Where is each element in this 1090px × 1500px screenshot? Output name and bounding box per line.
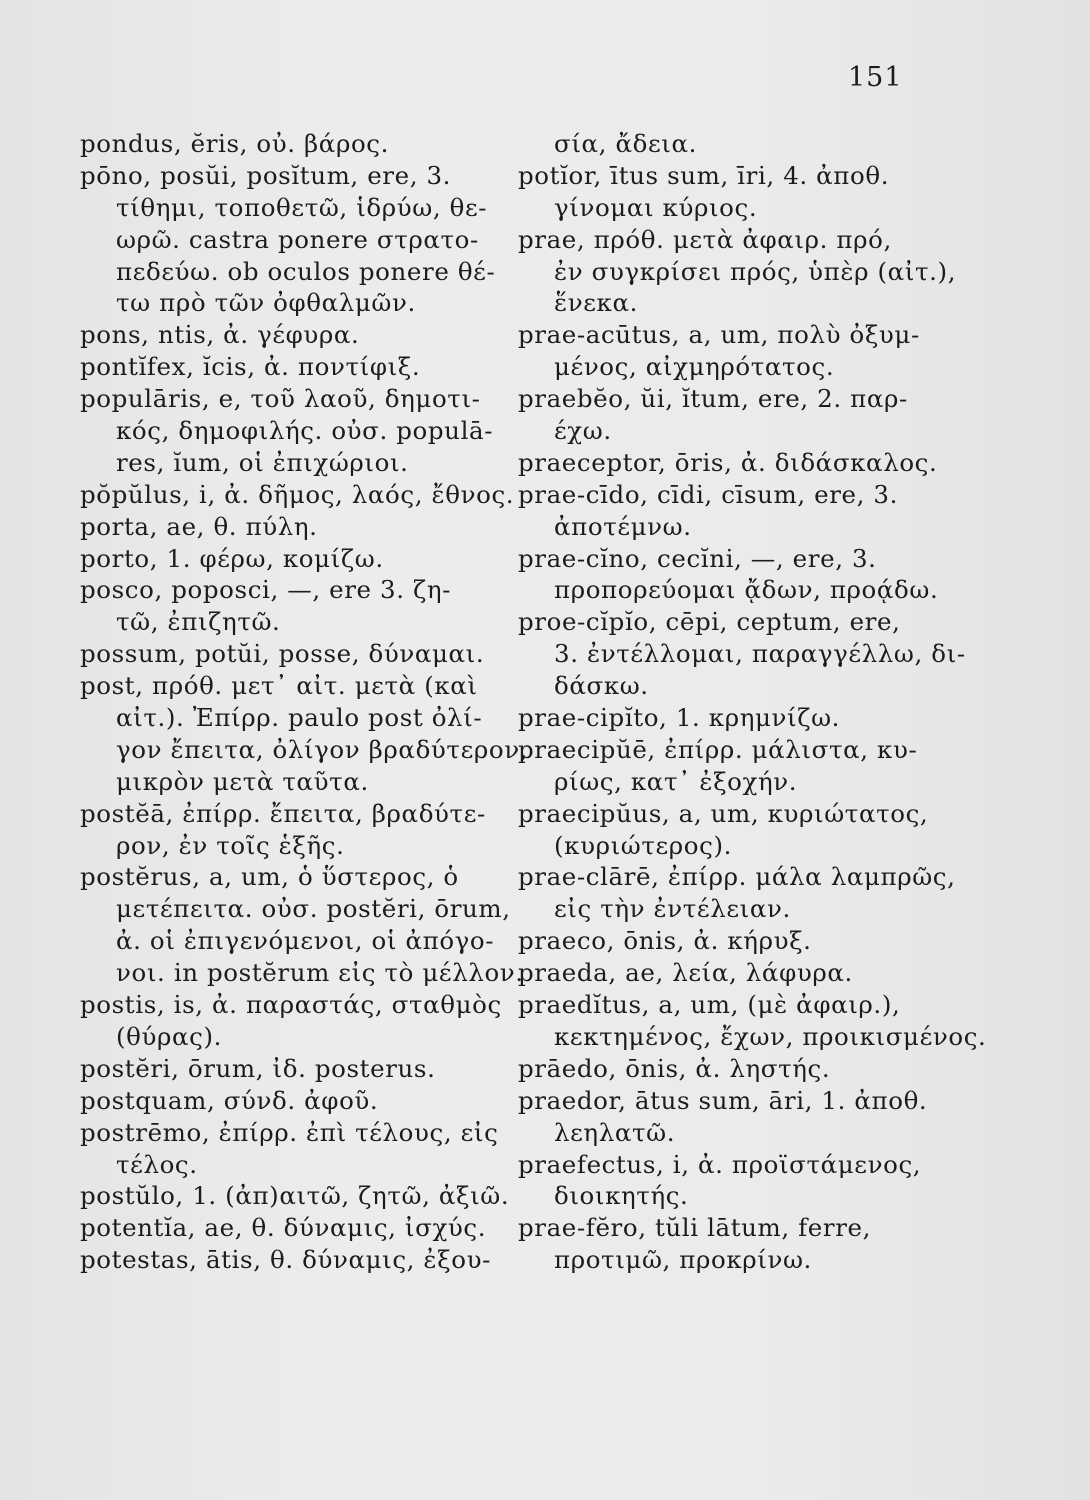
entry-continuation-line: έχω. <box>554 416 612 446</box>
entry-continuation-line: ἐν συγκρίσει πρός, ὑπὲρ (αἰτ.), <box>554 256 957 286</box>
entry-headword-line: porta, ae, θ. πύλη. <box>80 511 318 541</box>
entry-continuation-line: ρίως, κατ᾽ ἐξοχήν. <box>554 766 798 796</box>
entry-headword-line: pontĭfex, ĭcis, ἀ. ποντίφιξ. <box>80 352 421 382</box>
entry-continuation-line: αἰτ.). Ἐπίρρ. paulo post ὀλί- <box>116 703 483 733</box>
entry-continuation-line: (κυριώτερος). <box>554 830 733 860</box>
entry-headword-line: praecipŭus, a, um, κυριώτατος, <box>518 798 929 828</box>
entry-continuation-line: μικρὸν μετὰ ταῦτα. <box>116 766 369 796</box>
entry-headword-line: prae, πρόθ. μετὰ ἀφαιρ. πρό, <box>518 224 892 254</box>
entry-headword-line: porto, 1. φέρω, κομίζω. <box>80 543 384 573</box>
entry-continuation-line: ἀ. οἱ ἐπιγενόμενοι, οἱ ἀπόγο- <box>116 926 495 956</box>
entry-headword-line: prae-cipĭto, 1. κρημνίζω. <box>518 703 841 733</box>
entry-headword-line: pondus, ĕris, οὐ. βάρος. <box>80 129 390 158</box>
entry-headword-line: praeda, ae, λεία, λάφυρα. <box>518 958 853 988</box>
entry-headword-line: prae-fĕro, tŭli lātum, ferre, <box>518 1213 872 1243</box>
entry-continuation-line: λεηλατῶ. <box>554 1117 676 1147</box>
entry-headword-line: praedor, ātus sum, āri, 1. ἀποθ. <box>518 1085 928 1115</box>
entry-continuation-line: ἀποτέμνω. <box>554 511 692 541</box>
entry-continuation-line: ωρῶ. castra ponere στρατο- <box>116 224 479 254</box>
entry-headword-line: praedĭtus, a, um, (μὲ ἀφαιρ.), <box>518 990 901 1020</box>
entry-headword-line: praecipŭē, ἐπίρρ. μάλιστα, κυ- <box>518 734 918 764</box>
entry-headword-line: possum, potŭi, posse, δύναμαι. <box>80 639 485 669</box>
entry-continuation-line: διοικητής. <box>554 1181 689 1211</box>
entry-headword-line: prae-clārē, ἐπίρρ. μάλα λαμπρῶς, <box>518 862 956 892</box>
entry-headword-line: postĕrus, a, um, ὁ ὕστερος, ὁ <box>80 862 459 892</box>
entry-continuation-line: τίθημι, τοποθετῶ, ἱδρύω, θε- <box>116 192 488 222</box>
entry-headword-line: postŭlo, 1. (ἀπ)αιτῶ, ζητῶ, ἀξιῶ. <box>80 1181 510 1211</box>
entry-headword-line: praebĕo, ŭi, ĭtum, ere, 2. παρ- <box>518 384 908 414</box>
entry-headword-line: potentĭa, ae, θ. δύναμις, ἰσχύς. <box>80 1213 487 1243</box>
entry-continuation-line: κεκτημένος, ἔχων, προικισμένος. <box>554 1021 987 1051</box>
entry-headword-line: praeco, ōnis, ἀ. κήρυξ. <box>518 926 812 956</box>
entry-headword-line: pons, ntis, ἀ. γέφυρα. <box>80 320 360 350</box>
entry-continuation-line: (θύρας). <box>116 1021 223 1051</box>
left-column <box>80 128 529 1276</box>
entry-headword-line: praeceptor, ōris, ἀ. διδάσκαλος. <box>518 447 938 477</box>
entry-headword-line: postquam, σύνδ. ἀφοῦ. <box>80 1085 379 1115</box>
entry-headword-line: potestas, ātis, θ. δύναμις, ἐξου- <box>80 1245 491 1275</box>
entry-headword-line: praefectus, i, ἀ. προϊστάμενος, <box>518 1149 922 1179</box>
entry-continuation-line: ἕνεκα. <box>554 288 638 318</box>
right-column <box>518 128 987 1276</box>
entry-headword-line: potĭor, ītus sum, īri, 4. ἀποθ. <box>518 160 890 190</box>
entry-headword-line: prae-cīdo, cīdi, cīsum, ere, 3. <box>518 479 898 509</box>
entry-continuation-line: σία, ἄδεια. <box>554 129 697 158</box>
entry-headword-line: postrēmo, ἐπίρρ. ἐπὶ τέλους, εἰς <box>80 1117 499 1147</box>
entry-headword-line: pŏpŭlus, i, ἀ. δῆμος, λαός, ἔθνος. <box>80 479 515 509</box>
entry-headword-line: pōno, posŭi, posĭtum, ere, 3. <box>80 160 452 190</box>
entry-continuation-line: πεδεύω. ob oculos ponere θέ- <box>116 256 496 286</box>
entry-continuation-line: μετέπειτα. οὐσ. postĕri, ōrum, <box>116 894 511 924</box>
entry-continuation-line: τέλος. <box>116 1149 198 1179</box>
entry-continuation-line: γον ἔπειτα, ὀλίγον βραδύτερον, <box>116 734 529 764</box>
entry-continuation-line: εἰς τὴν ἐντέλειαν. <box>554 894 791 924</box>
entry-headword-line: prāedo, ōnis, ἀ. ληστής. <box>518 1053 831 1083</box>
entry-continuation-line: προτιμῶ, προκρίνω. <box>554 1245 812 1275</box>
page-number: 151 <box>848 62 903 93</box>
entry-continuation-line: res, ĭum, οἱ ἐπιχώριοι. <box>116 447 409 477</box>
entry-continuation-line: τω πρὸ τῶν ὀφθαλμῶν. <box>116 288 416 318</box>
entry-headword-line: postĕri, ōrum, ἰδ. posterus. <box>80 1053 436 1083</box>
entry-continuation-line: προπορεύομαι ᾄδων, προᾴδω. <box>554 575 939 605</box>
entry-continuation-line: δάσκω. <box>554 671 649 701</box>
entry-continuation-line: κός, δημοφιλής. οὐσ. populā- <box>116 416 494 446</box>
entry-headword-line: proe-cĭpĭo, cēpi, ceptum, ere, <box>518 607 901 637</box>
entry-headword-line: prae-acūtus, a, um, πολὺ ὀξυμ- <box>518 320 920 350</box>
entry-continuation-line: μένος, αἰχμηρότατος. <box>554 352 835 382</box>
entry-continuation-line: τῶ, ἐπιζητῶ. <box>116 607 281 637</box>
entry-headword-line: prae-cĭno, cecĭni, —, ere, 3. <box>518 543 877 573</box>
entry-headword-line: postis, is, ἀ. παραστάς, σταθμὸς <box>80 990 502 1020</box>
entry-headword-line: posco, poposci, —, ere 3. ζη- <box>80 575 451 605</box>
entry-headword-line: postĕā, ἐπίρρ. ἔπειτα, βραδύτε- <box>80 798 486 828</box>
entry-continuation-line: ρον, ἐν τοῖς ἑξῆς. <box>116 830 345 860</box>
entry-continuation-line: γίνομαι κύριος. <box>554 192 758 222</box>
entry-continuation-line: 3. ἐντέλλομαι, παραγγέλλω, δι- <box>554 639 966 669</box>
entry-continuation-line: νοι. in postĕrum εἰς τὸ μέλλον. <box>116 958 524 988</box>
entry-headword-line: post, πρόθ. μετ᾽ αἰτ. μετὰ (καὶ <box>80 671 478 701</box>
entry-headword-line: populāris, e, τοῦ λαοῦ, δημοτι- <box>80 384 481 414</box>
